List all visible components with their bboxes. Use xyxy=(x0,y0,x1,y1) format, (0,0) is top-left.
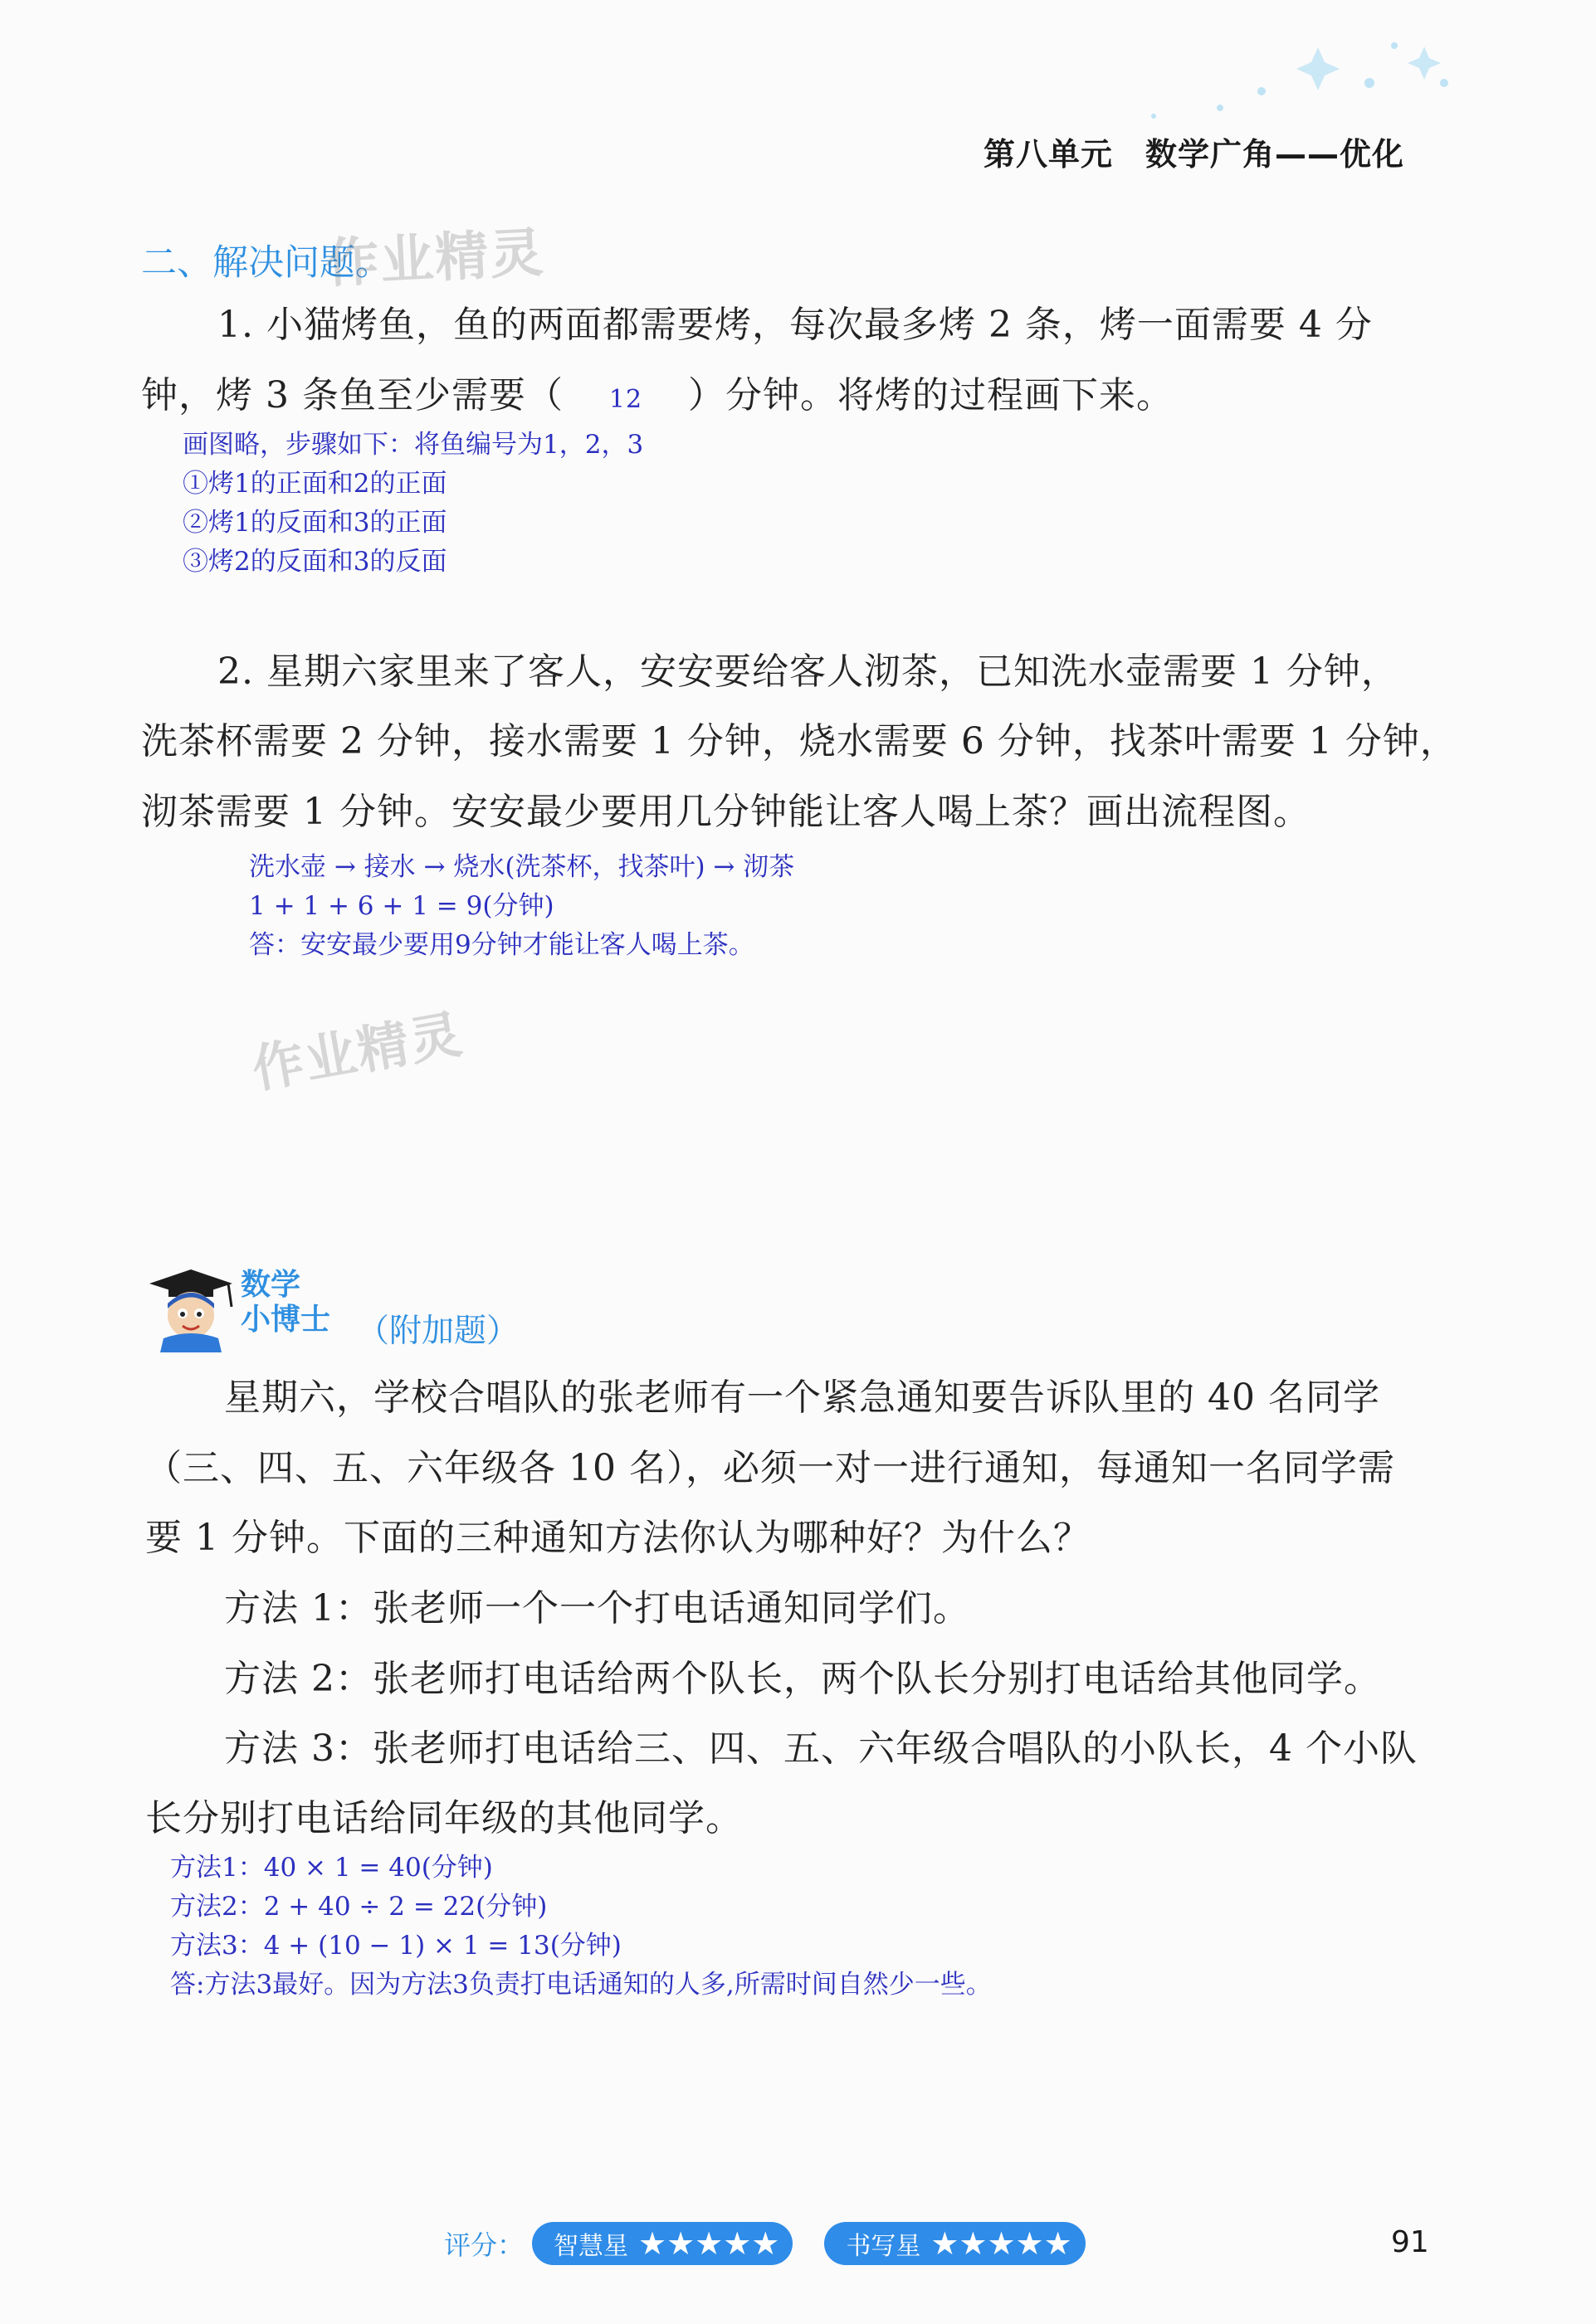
question-1-line-1: 1. 小猫烤鱼，鱼的两面都需要烤，每次最多烤 2 条，烤一面需要 4 分 xyxy=(217,304,1373,346)
answer-line: 答：安安最少要用9分钟才能让客人喝上茶。 xyxy=(249,930,754,960)
answer-line: ①烤1的正面和2的正面 xyxy=(183,469,447,499)
page-number: 91 xyxy=(1391,2225,1429,2259)
answer-line: 答:方法3最好。因为方法3负责打电话通知的人多,所需时间自然少一些。 xyxy=(170,1970,992,2000)
question-1-line-2 xyxy=(141,361,1174,435)
answer-line: 1 + 1 + 6 + 1 = 9(分钟) xyxy=(249,891,554,921)
wisdom-star-rating xyxy=(532,2222,793,2265)
question-2-handwritten-answer xyxy=(249,848,794,965)
question-2-line-1: 2. 星期六家里来了客人，安安要给客人沏茶，已知洗水壶需要 1 分钟， xyxy=(217,650,1398,693)
answer-line: ③烤2的反面和3的反面 xyxy=(183,547,447,577)
watermark: 作业精灵 xyxy=(247,1003,468,1100)
badge-line-1: 数学 xyxy=(241,1268,301,1302)
star-icon: ★★★★★ xyxy=(930,2225,1072,2262)
answer-line: 方法2：2 + 40 ÷ 2 = 22(分钟) xyxy=(170,1892,548,1922)
question-1-text: 钟，烤 3 条鱼至少需要（ xyxy=(141,374,564,417)
badge-line-2: 小博士 xyxy=(241,1303,331,1337)
sparkle-decoration xyxy=(1013,25,1461,124)
score-label: 评分： xyxy=(444,2229,525,2261)
answer-line: 洗水壶 → 接水 → 烧水(洗茶杯，找茶叶) → 沏茶 xyxy=(249,852,795,882)
rating-label: 智慧星 xyxy=(554,2232,629,2261)
writing-star-rating xyxy=(824,2222,1085,2265)
watermark: 作业精灵 xyxy=(324,222,547,295)
bonus-method-3-cont: 长分别打电话给同年级的其他同学。 xyxy=(145,1797,743,1839)
rating-label: 书写星 xyxy=(846,2232,921,2261)
star-icon: ★★★★★ xyxy=(638,2225,780,2262)
question-1-handwritten-answer xyxy=(183,426,643,582)
bonus-method-3: 方法 3：张老师打电话给三、四、五、六年级合唱队的小队长，4 个小队 xyxy=(224,1727,1418,1770)
question-2-line-3: 沏茶需要 1 分钟。安安最少要用几分钟能让客人喝上茶？画出流程图。 xyxy=(141,791,1310,833)
bonus-badge-title xyxy=(241,1268,330,1337)
unit-title: 第八单元 数学广角——优化 xyxy=(983,136,1405,173)
bonus-line-2: （三、四、五、六年级各 10 名），必须一对一进行通知，每通知一名同学需 xyxy=(145,1447,1395,1489)
question-1-text-end: ）分钟。将烤的过程画下来。 xyxy=(687,374,1174,417)
footer-rating xyxy=(444,2220,1117,2267)
question-2-line-2: 洗茶杯需要 2 分钟，接水需要 1 分钟，烧水需要 6 分钟，找茶叶需要 1 分钟， xyxy=(141,720,1457,762)
answer-line: 方法3：4 + (10 − 1) × 1 = 13(分钟) xyxy=(170,1931,622,1961)
answer-line: ②烤1的反面和3的正面 xyxy=(183,508,447,538)
section-title: 二、解决问题。 xyxy=(141,242,391,284)
answer-line: 方法1：40 × 1 = 40(分钟) xyxy=(170,1853,493,1883)
answer-line: 画图略，步骤如下：将鱼编号为1，2，3 xyxy=(183,430,644,460)
bonus-line-1: 星期六，学校合唱队的张老师有一个紧急通知要告诉队里的 40 名同学 xyxy=(224,1376,1380,1419)
bonus-method-2: 方法 2：张老师打电话给两个队长，两个队长分别打电话给其他同学。 xyxy=(224,1658,1381,1700)
bonus-method-1: 方法 1：张老师一个一个打电话通知同学们。 xyxy=(224,1587,970,1630)
question-1-answer: 12 xyxy=(608,385,643,414)
bonus-handwritten-answer xyxy=(170,1849,992,2005)
bonus-subtitle: （附加题） xyxy=(357,1313,520,1350)
bonus-line-3: 要 1 分钟。下面的三种通知方法你认为哪种好？为什么？ xyxy=(145,1517,1091,1559)
